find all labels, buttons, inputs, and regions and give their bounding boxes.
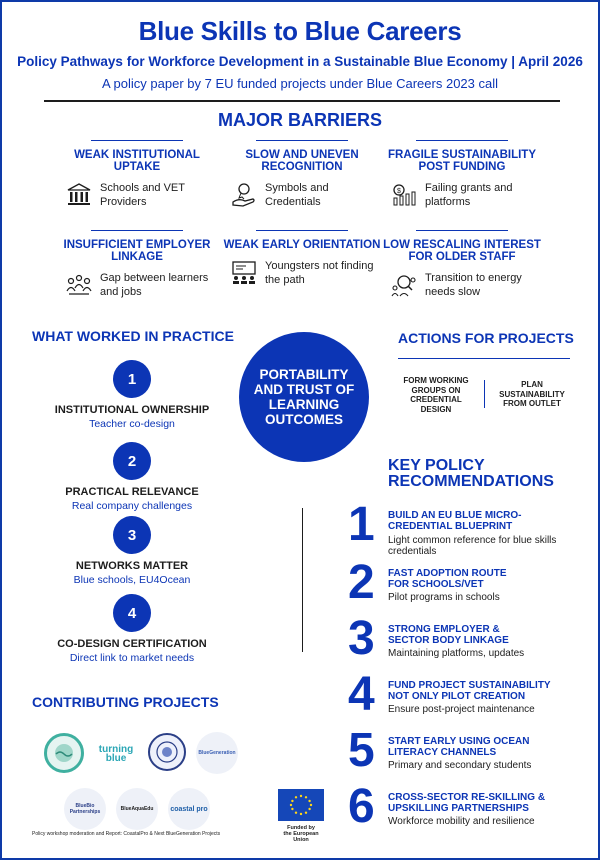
- barrier-desc: Failing grants and platforms: [425, 182, 513, 208]
- barrier-rule: [91, 140, 183, 141]
- practice-step-4: [42, 594, 222, 664]
- institution-icon: [66, 182, 92, 208]
- barrier-rule: [256, 140, 348, 141]
- barrier-title: WEAK INSTITUTIONAL UPTAKE: [74, 149, 200, 173]
- barrier-weak-institutional-uptake: [52, 140, 222, 209]
- step-title: PRACTICAL RELEVANCE: [65, 486, 199, 498]
- recommendation-title: START EARLY USING OCEAN LITERACY CHANNELS: [388, 736, 530, 758]
- eu-funding-line2: the European Union: [283, 831, 319, 843]
- barrier-weak-early-orientation: [217, 230, 387, 287]
- step-number-badge: 3: [113, 516, 151, 554]
- practice-step-1: [42, 360, 222, 430]
- eu-flag-icon: [278, 789, 324, 821]
- recommendation-number: 2: [348, 556, 375, 609]
- barrier-row: [217, 181, 387, 209]
- barrier-desc: Symbols and Credentials: [265, 182, 329, 208]
- recommendation-desc: Pilot programs in schools: [388, 592, 500, 603]
- page-subtitle: Policy Pathways for Workforce Development in a Sustainable Blue Economy | April 2026: [17, 54, 583, 69]
- recommendation-desc: Workforce mobility and resilience: [388, 816, 535, 827]
- barrier-title: FRAGILE SUSTAINABILITY POST FUNDING: [387, 149, 536, 173]
- recommendation-number: 6: [348, 780, 375, 833]
- center-divider: [302, 508, 303, 652]
- barrier-rule: [91, 230, 183, 231]
- step-desc: Direct link to market needs: [69, 652, 195, 664]
- barrier-desc: Transition to energy needs slow: [425, 272, 522, 298]
- footer-note: Policy workshop moderation and Report: CoastalPro & Next BlueGeneration Projects: [32, 831, 221, 837]
- barrier-rule: [256, 230, 348, 231]
- wave-icon: [53, 742, 75, 764]
- hand-award-icon: [231, 182, 257, 208]
- blueaquaedu-logo: BlueAquaEdu: [116, 788, 158, 830]
- barrier-desc: Schools and VET Providers: [100, 182, 185, 208]
- bluegreen-seal-logo: [44, 733, 84, 773]
- barrier-rule: [416, 230, 508, 231]
- recommendation-title: FAST ADOPTION ROUTE FOR SCHOOLS/VET: [388, 568, 507, 590]
- coins-chart-icon: [391, 182, 417, 208]
- barrier-row: [377, 181, 547, 209]
- svg-text:$: $: [397, 188, 401, 195]
- recommendation-desc: Primary and secondary students: [388, 760, 532, 771]
- step-number-badge: 2: [113, 442, 151, 480]
- barrier-desc: Youngsters not finding the path: [265, 260, 374, 286]
- people-search-icon: [391, 272, 417, 298]
- eu-funding-line1: Funded by: [287, 825, 315, 831]
- recommendation-title: STRONG EMPLOYER & SECTOR BODY LINKAGE: [388, 624, 509, 646]
- step-number-badge: 1: [113, 360, 151, 398]
- barrier-row: [52, 181, 222, 209]
- recommendation-title: BUILD AN EU BLUE MICRO-CREDENTIAL BLUEPRINT: [388, 510, 522, 532]
- step-title: CO-DESIGN CERTIFICATION: [57, 638, 207, 650]
- blue-generation-logo: BlueGeneration: [196, 732, 238, 774]
- eu-stars-icon: [278, 789, 324, 821]
- seal-icon: [155, 740, 179, 764]
- barrier-slow-recognition: [217, 140, 387, 209]
- barrier-title: LOW RESCALING INTEREST FOR OLDER STAFF: [383, 239, 541, 263]
- step-title: INSTITUTIONAL OWNERSHIP: [54, 404, 210, 416]
- recommendations-heading: KEY POLICY RECOMMENDATIONS: [388, 457, 554, 490]
- practice-heading: WHAT WORKED IN PRACTICE: [32, 328, 234, 344]
- barrier-row: [217, 259, 387, 287]
- eu-funding-label: [278, 825, 324, 843]
- recommendation-desc: Maintaining platforms, updates: [388, 648, 525, 659]
- barrier-title: INSUFFICIENT EMPLOYER LINKAGE: [63, 239, 211, 263]
- step-title: NETWORKS MATTER: [75, 560, 189, 572]
- barrier-low-rescaling-interest: [377, 230, 547, 299]
- recommendation-6: [348, 780, 588, 836]
- barrier-title: WEAK EARLY ORIENTATION: [223, 239, 381, 251]
- people-link-icon: [66, 272, 92, 298]
- actions-rule: [398, 358, 570, 359]
- page-title: Blue Skills to Blue Careers: [138, 16, 462, 46]
- round-seal-logo: [148, 733, 186, 771]
- step-desc: Blue schools, EU4Ocean: [73, 574, 191, 586]
- step-number-badge: 4: [113, 594, 151, 632]
- turning-blue-logo: turning blue: [98, 744, 134, 764]
- recommendation-title: FUND PROJECT SUSTAINABILITY NOT ONLY PILOT CREATION: [388, 680, 551, 702]
- recommendation-desc: Ensure post-project maintenance: [388, 704, 535, 715]
- page-tagline: A policy paper by 7 EU funded projects under Blue Careers 2023 call: [101, 76, 498, 91]
- recommendation-number: 3: [348, 612, 375, 665]
- bluebio-partnerships-logo: BlueBio Partnerships: [64, 788, 106, 830]
- recommendation-number: 1: [348, 498, 375, 551]
- presentation-icon: [231, 260, 257, 286]
- barrier-row: [52, 271, 222, 299]
- practice-step-2: [42, 442, 222, 512]
- barrier-insufficient-employer-linkage: [52, 230, 222, 299]
- coastal-pro-logo: coastal pro: [168, 788, 210, 830]
- action-item-working-groups: FORM WORKING GROUPS ON CREDENTIAL DESIGN: [403, 376, 469, 414]
- header-divider: [44, 100, 560, 102]
- barrier-desc: Gap between learners and jobs: [100, 272, 209, 298]
- recommendation-2: [348, 556, 588, 612]
- action-item-plan-sustainability: PLAN SUSTAINABILITY FROM OUTLET: [499, 380, 565, 408]
- actions-heading: ACTIONS FOR PROJECTS: [398, 330, 574, 346]
- barriers-heading: MAJOR BARRIERS: [217, 110, 382, 130]
- recommendation-3: [348, 612, 588, 668]
- recommendation-title: CROSS-SECTOR RE-SKILLING & UPSKILLING PARTNERSHIPS: [388, 792, 546, 814]
- recommendation-number: 5: [348, 724, 375, 777]
- recommendation-4: [348, 668, 588, 724]
- step-desc: Real company challenges: [71, 500, 193, 512]
- barrier-fragile-sustainability: [377, 140, 547, 209]
- practice-step-3: [42, 516, 222, 586]
- barrier-row: [377, 271, 547, 299]
- barrier-rule: [416, 140, 508, 141]
- step-desc: Teacher co-design: [89, 418, 175, 430]
- contributing-heading: CONTRIBUTING PROJECTS: [32, 694, 219, 710]
- central-theme-circle: PORTABILITY AND TRUST OF LEARNING OUTCOMES: [239, 332, 369, 462]
- recommendation-number: 4: [348, 668, 375, 721]
- recommendation-1: [348, 498, 588, 557]
- barrier-title: SLOW AND UNEVEN RECOGNITION: [245, 149, 359, 173]
- recommendation-desc: Light common reference for blue skills credentials: [388, 535, 557, 557]
- recommendation-5: [348, 724, 588, 780]
- actions-divider: [484, 380, 485, 408]
